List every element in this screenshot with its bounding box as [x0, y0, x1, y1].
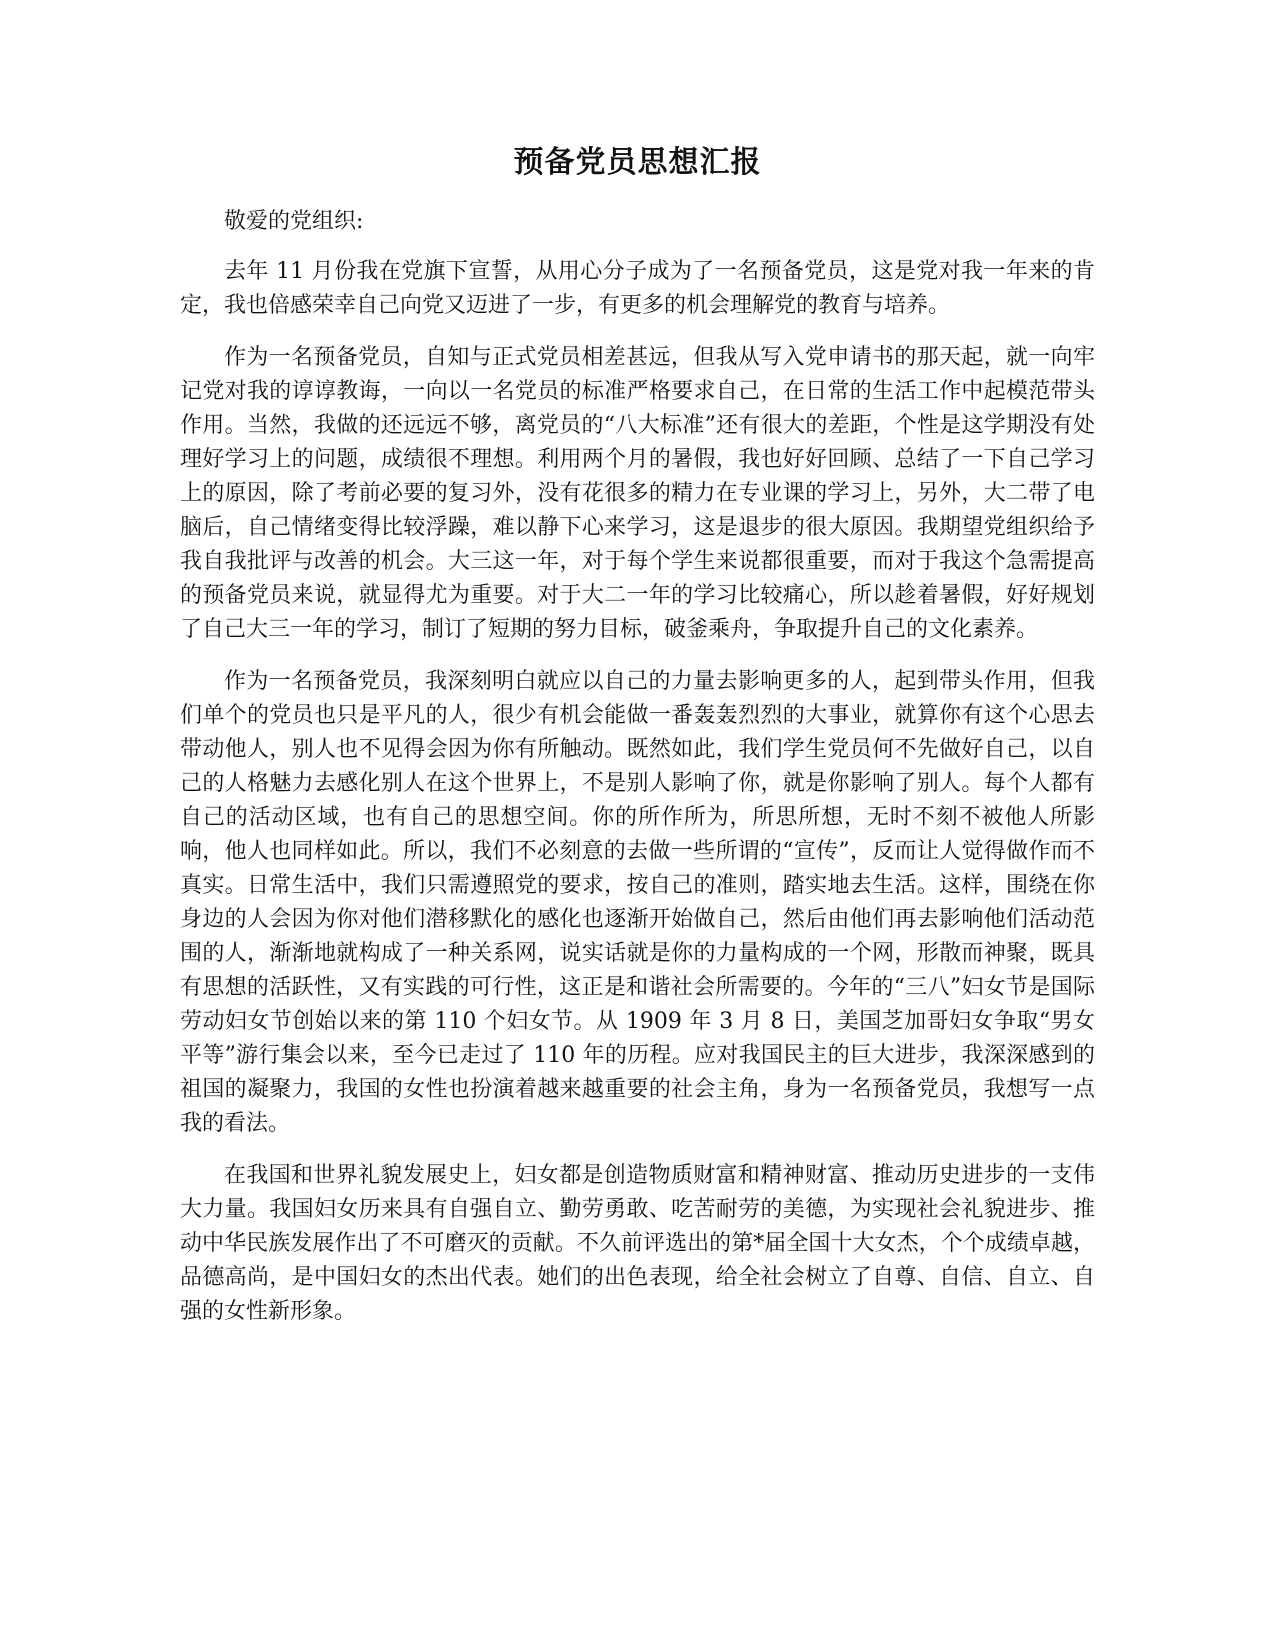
paragraph-3: 作为一名预备党员，我深刻明白就应以自己的力量去影响更多的人，起到带头作用，但我们单个的党员也只是平凡的人，很少有机会能做一番轰轰烈烈的大事业，就算你有这个心思去带动他人，别人也不见得会因为你有所触动。既然如此，我们学生党员何不先做好自己，以自己的人格魅力去感化别人在这个世界上，不是别人影响了你，就是你影响了别人。每个人都有自己的活动区域，也有自己的思想空间。你的所作所为，所思所想，无时不刻不被他人所影响，他人也同样如此。所以，我们不必刻意的去做一些所谓的“宣传”，反而让人觉得做作而不真实。日常生活中，我们只需遵照党的要求，按自己的准则，踏实地去生活。这样，围绕在你身边的人会因为你对他们潜移默化的感化也逐渐开始做自己，然后由他们再去影响他们活动范围的人，渐渐地就构成了一种关系网，说实话就是你的力量构成的一个网，形散而神聚，既具有思想的活跃性，又有实践的可行性，这正是和谐社会所需要的。今年的“三八”妇女节是国际劳动妇女节创始以来的第 110 个妇女节。从 1909 年 3 月 8 日，美国芝加哥妇女争取“男女平等”游行集会以来，至今已走过了 110 年的历程。应对我国民主的巨大进步，我深深感到的祖国的凝聚力，我国的女性也扮演着越来越重要的社会主角，身为一名预备党员，我想写一点我的看法。	[180, 669, 1095, 1136]
paragraph-4: 在我国和世界礼貌发展史上，妇女都是创造物质财富和精神财富、推动历史进步的一支伟大力量。我国妇女历来具有自强自立、勤劳勇敢、吃苦耐劳的美德，为实现社会礼貌进步、推动中华民族发展作出了不可磨灭的贡献。不久前评选出的第*届全国十大女杰，个个成绩卓越，品德高尚，是中国妇女的杰出代表。她们的出色表现，给全社会树立了自尊、自信、自立、自强的女性新形象。	[180, 1163, 1095, 1324]
paragraph-1: 去年 11 月份我在党旗下宣誓，从用心分子成为了一名预备党员，这是党对我一年来的肯定，我也倍感荣幸自己向党又迈进了一步，有更多的机会理解党的教育与培养。	[180, 259, 1095, 318]
salutation: 敬爱的党组织:	[224, 209, 364, 234]
document-page	[180, 140, 1095, 1347]
paragraph-2: 作为一名预备党员，自知与正式党员相差甚远，但我从写入党申请书的那天起，就一向牢记党对我的谆谆教诲，一向以一名党员的标准严格要求自己，在日常的生活工作中起模范带头作用。当然，我做的还远远不够，离党员的“八大标准”还有很大的差距，个性是这学期没有处理好学习上的问题，成绩很不理想。利用两个月的暑假，我也好好回顾、总结了一下自己学习上的原因，除了考前必要的复习外，没有花很多的精力在专业课的学习上，另外，大二带了电脑后，自己情绪变得比较浮躁，难以静下心来学习，这是退步的很大原因。我期望党组织给予我自我批评与改善的机会。大三这一年，对于每个学生来说都很重要，而对于我这个急需提高的预备党员来说，就显得尤为重要。对于大二一年的学习比较痛心，所以趁着暑假，好好规划了自己大三一年的学习，制订了短期的努力目标，破釜乘舟，争取提升自己的文化素养。	[180, 345, 1095, 642]
document-title: 预备党员思想汇报	[513, 145, 762, 180]
